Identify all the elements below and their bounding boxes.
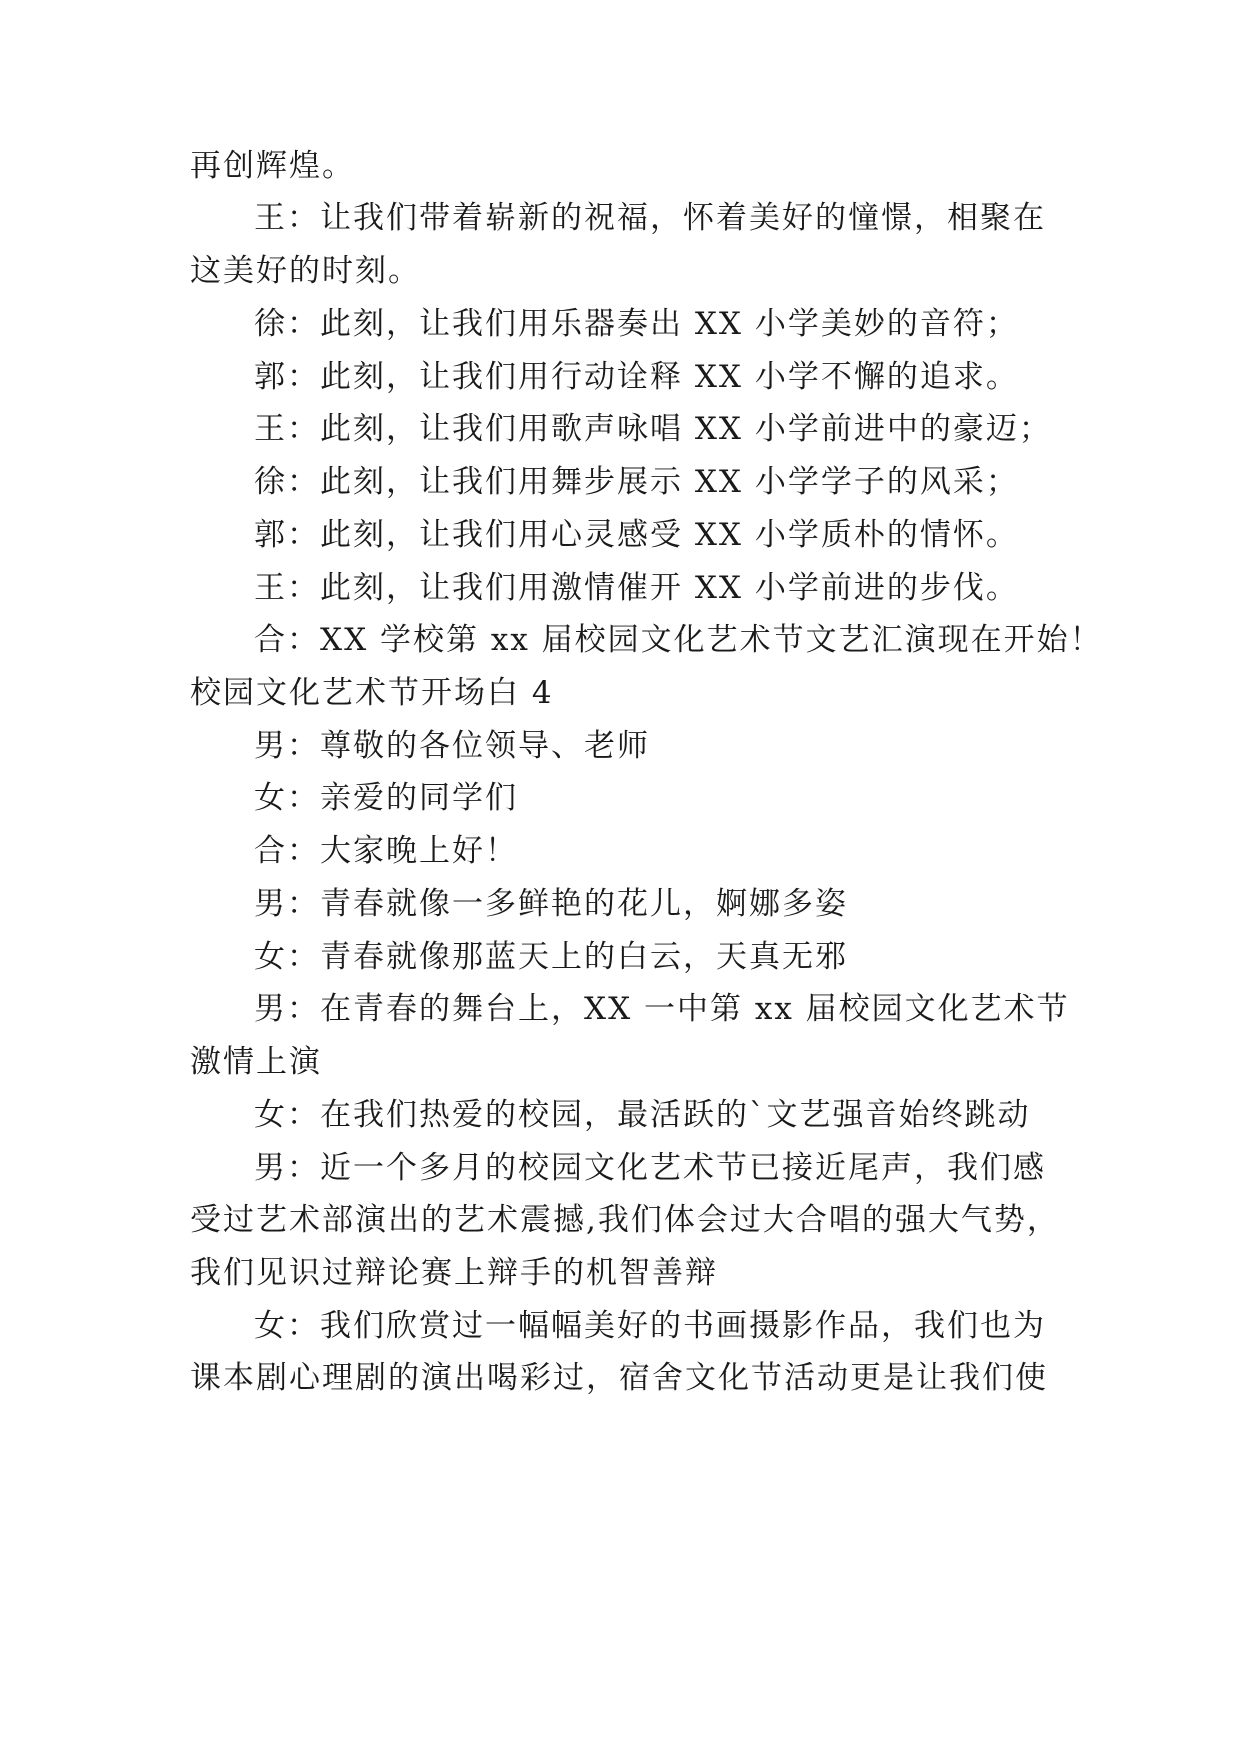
text-line: 王：此刻，让我们用激情催开 XX 小学前进的步伐。: [254, 570, 1019, 606]
text-line: 王：让我们带着崭新的祝福，怀着美好的憧憬，相聚在: [254, 200, 1046, 236]
text-line: 男：青春就像一多鲜艳的花儿，婀娜多姿: [254, 886, 848, 922]
text-line: 徐：此刻，让我们用乐器奏出 XX 小学美妙的音符；: [254, 306, 1019, 342]
text-line: 激情上演: [190, 1044, 322, 1080]
text-line: 男：在青春的舞台上，XX 一中第 xx 届校园文化艺术节: [254, 991, 1070, 1027]
text-line: 女：我们欣赏过一幅幅美好的书画摄影作品，我们也为: [254, 1308, 1046, 1344]
text-line: 我们见识过辩论赛上辩手的机智善辩: [190, 1255, 718, 1291]
text-line: 徐：此刻，让我们用舞步展示 XX 小学学子的风采；: [254, 464, 1019, 500]
text-line: 这美好的时刻。: [190, 253, 421, 289]
text-line: 王：此刻，让我们用歌声咏唱 XX 小学前进中的豪迈；: [254, 411, 1052, 447]
text-line: 男：尊敬的各位领导、老师: [254, 728, 650, 764]
text-line: 再创辉煌。: [190, 148, 355, 184]
text-line: 课本剧心理剧的演出喝彩过，宿舍文化节活动更是让我们使: [190, 1360, 1048, 1396]
text-line: 女：亲爱的同学们: [254, 780, 518, 816]
text-line: 郭：此刻，让我们用行动诠释 XX 小学不懈的追求。: [254, 359, 1019, 395]
section-heading: 校园文化艺术节开场白 4: [190, 675, 554, 711]
text-line: 受过艺术部演出的艺术震撼,我们体会过大合唱的强大气势，: [190, 1202, 1060, 1238]
text-line: 女：在我们热爱的校园，最活跃的`文艺强音始终跳动: [254, 1097, 1031, 1133]
text-line: 合：XX 学校第 xx 届校园文化艺术节文艺汇演现在开始！: [254, 622, 1103, 658]
text-line: 合：大家晚上好！: [254, 833, 518, 869]
text-line: 男：近一个多月的校园文化艺术节已接近尾声，我们感: [254, 1150, 1046, 1186]
text-line: 女：青春就像那蓝天上的白云，天真无邪: [254, 939, 848, 975]
text-line: 郭：此刻，让我们用心灵感受 XX 小学质朴的情怀。: [254, 517, 1019, 553]
